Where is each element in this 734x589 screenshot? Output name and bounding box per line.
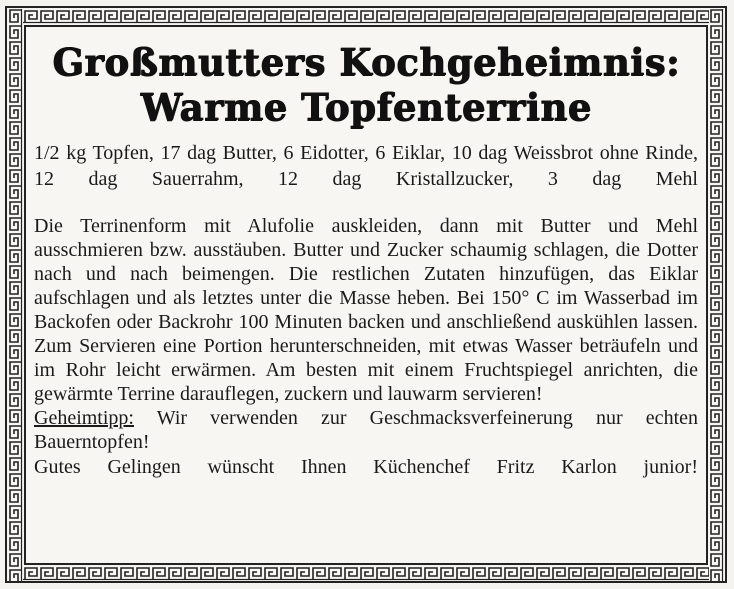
greek-key-border-left: [8, 9, 23, 581]
title-line-1: Großmutters Kochgeheimnis:: [52, 40, 680, 84]
greek-key-border-top: [8, 9, 724, 24]
ingredients-list: 1/2 kg Topfen, 17 dag Butter, 6 Eidotter, 6 Eiklar, 10 dag Weissbrot ohne Rinde, 12 dag Sauerrahm, 12 dag Kristallzucker, 3 dag Mehl: [34, 142, 698, 190]
recipe-content: [34, 40, 698, 480]
title-line-2: Warme Topfenterrine: [140, 85, 592, 129]
greek-key-border-bottom: [8, 566, 724, 581]
preparation-text: Die Terrinenform mit Alufolie auskleiden, dann mit Butter und Mehl ausschmieren bzw. ausstäuben. Butter und Zucker schaumig schlagen, die Dotter nach und nach beimengen. Die restlichen Zutaten hinzufügen, das Eiklar aufschlagen und als letztes unter die Masse heben. Bei 150° C im Wasserbad im Backofen oder Backrohr 100 Minuten backen und anschließend auskühlen lassen. Zum Servieren eine Portion herunterschneiden, mit etwas Wasser beträufeln und im Rohr leicht erwärmen. Am besten mit einem Fruchtspiegel anrichten, die gewärmte Terrine darauflegen, zuckern und lauwarm servieren!: [34, 215, 698, 405]
tip-text: Wir verwenden zur Geschmacksverfeinerung nur echten Bauerntopfen!: [34, 407, 698, 453]
recipe-title: [34, 40, 698, 130]
secret-tip: [34, 406, 698, 454]
tip-label: Geheimtipp:: [34, 407, 134, 429]
closing-signature: Gutes Gelingen wünscht Ihnen Küchenchef Fritz Karlon junior!: [34, 456, 698, 478]
greek-key-border-right: [709, 9, 724, 581]
